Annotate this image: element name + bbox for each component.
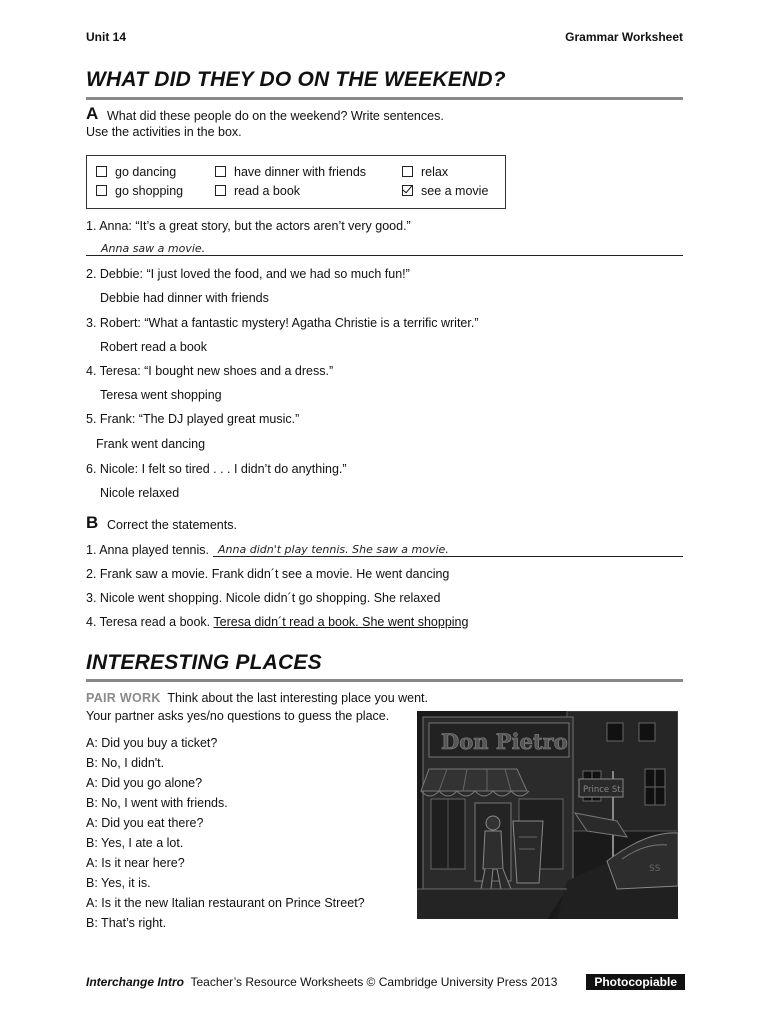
dialogue-line: A: Is it near here? bbox=[86, 856, 185, 870]
pairwork-label: PAIR WORK bbox=[86, 691, 161, 705]
dialogue bbox=[86, 733, 365, 933]
activity-see-movie: see a movie bbox=[402, 184, 488, 198]
dialogue-line: B: That’s right. bbox=[86, 916, 167, 930]
worksheet-type: Grammar Worksheet bbox=[565, 30, 683, 44]
dialogue-line: A: Did you eat there? bbox=[86, 816, 204, 830]
part-a-item-2-answer: Debbie had dinner with friends bbox=[100, 291, 269, 305]
part-a-item-4-answer: Teresa went shopping bbox=[100, 388, 222, 402]
footer-book-title: Interchange Intro bbox=[86, 975, 185, 989]
dialogue-line: A: Did you go alone? bbox=[86, 776, 203, 790]
activity-go-shopping: go shopping bbox=[96, 184, 183, 198]
part-b-letter: B bbox=[86, 513, 99, 532]
part-b-item-1-prompt: 1. Anna played tennis. bbox=[86, 543, 210, 557]
part-a-item-3-answer: Robert read a book bbox=[100, 340, 208, 354]
svg-text:SS: SS bbox=[649, 864, 661, 874]
checkbox-icon bbox=[215, 185, 226, 196]
part-b-item-1-answer: Anna didn't play tennis. She saw a movie. bbox=[218, 543, 449, 556]
unit-label: Unit 14 bbox=[86, 30, 127, 44]
dialogue-line: B: No, I went with friends. bbox=[86, 796, 228, 810]
dialogue-line: B: Yes, it is. bbox=[86, 876, 151, 890]
answer-line bbox=[213, 556, 683, 557]
dialogue-line: A: Is it the new Italian restaurant on Prince Street? bbox=[86, 896, 365, 910]
activity-read-book: read a book bbox=[215, 184, 300, 198]
checkbox-icon bbox=[402, 166, 413, 177]
part-a-item-6-answer: Nicole relaxed bbox=[100, 486, 180, 500]
part-b-instruction: Correct the statements. bbox=[107, 518, 237, 532]
part-a-instruction: What did these people do on the weekend? Write sentences. bbox=[107, 109, 444, 123]
activities-box bbox=[86, 155, 506, 209]
activity-relax: relax bbox=[402, 165, 448, 179]
part-a-item-2-prompt: 2. Debbie: “I just loved the food, and we had so much fun!” bbox=[86, 267, 410, 281]
prince-street-sign: Prince St. bbox=[583, 785, 624, 795]
part-b-item-3: 3. Nicole went shopping. Nicole didn´t go shopping. She relaxed bbox=[86, 591, 441, 605]
part-a-item-5-prompt: 5. Frank: “The DJ played great music.” bbox=[86, 412, 300, 426]
title-rule bbox=[86, 679, 683, 682]
checkbox-icon bbox=[96, 185, 107, 196]
checkbox-checked-icon bbox=[402, 185, 413, 196]
part-b-item-2: 2. Frank saw a movie. Frank didn´t see a movie. He went dancing bbox=[86, 567, 450, 581]
pairwork-instruction-2: Your partner asks yes/no questions to guess the place. bbox=[86, 709, 390, 723]
part-a-item-4-prompt: 4. Teresa: “I bought new shoes and a dress.” bbox=[86, 364, 334, 378]
section-title-places: INTERESTING PLACES bbox=[86, 651, 322, 674]
title-rule bbox=[86, 97, 683, 100]
restaurant-illustration bbox=[417, 711, 678, 919]
part-a-item-5-answer: Frank went dancing bbox=[96, 437, 206, 451]
part-a-item-3-prompt: 3. Robert: “What a fantastic mystery! Agatha Christie is a terrific writer.” bbox=[86, 316, 479, 330]
section-title-weekend: WHAT DID THEY DO ON THE WEEKEND? bbox=[86, 68, 506, 91]
activity-go-dancing: go dancing bbox=[96, 165, 176, 179]
checkbox-icon bbox=[96, 166, 107, 177]
footer-citation: Interchange Intro Teacher’s Resource Worksheets © Cambridge University Press 2013 bbox=[86, 975, 558, 989]
part-a-item-1-prompt: 1. Anna: “It’s a great story, but the actors aren’t very good.” bbox=[86, 219, 411, 233]
dialogue-line: B: No, I didn't. bbox=[86, 756, 165, 770]
dialogue-line: A: Did you buy a ticket? bbox=[86, 736, 218, 750]
photocopiable-badge: Photocopiable bbox=[586, 974, 685, 990]
don-pietro-sign: Don Pietro bbox=[441, 729, 568, 754]
part-a-item-6-prompt: 6. Nicole: I felt so tired . . . I didn’t do anything.” bbox=[86, 462, 347, 476]
part-b-item-4: 4. Teresa read a book. Teresa didn´t read a book. She went shopping bbox=[86, 615, 469, 629]
checkbox-icon bbox=[215, 166, 226, 177]
activity-have-dinner: have dinner with friends bbox=[215, 165, 366, 179]
part-a-item-1-answer: Anna saw a movie. bbox=[101, 242, 206, 255]
dialogue-line: B: Yes, I ate a lot. bbox=[86, 836, 184, 850]
answer-line bbox=[86, 255, 683, 256]
part-a-instruction-2: Use the activities in the box. bbox=[86, 125, 242, 139]
pairwork-instruction: PAIR WORK Think about the last interesting place you went. bbox=[86, 691, 428, 705]
part-a-letter: A bbox=[86, 104, 99, 123]
